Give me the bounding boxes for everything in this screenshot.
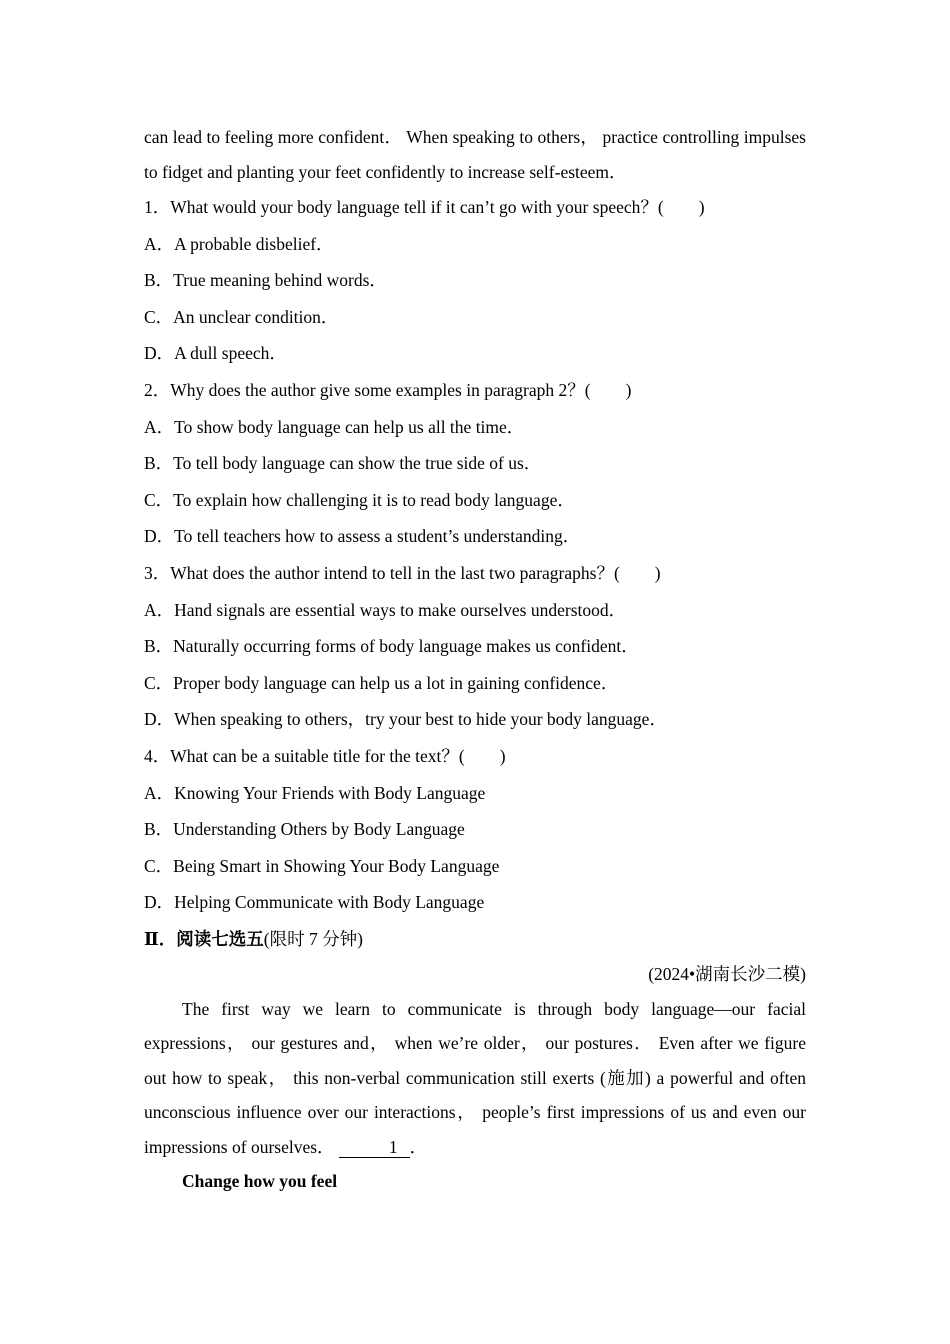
option-c: C．To explain how challenging it is to read body language． (144, 489, 575, 510)
answer-blank[interactable]: 1 (339, 1137, 410, 1158)
blank-suffix: ． (409, 1136, 428, 1157)
question-stem: 2．Why does the author give some examples in paragraph 2？( ) (144, 379, 632, 400)
option-b: B．Naturally occurring forms of body language makes us confident． (144, 636, 639, 657)
option-c: C．An unclear condition． (144, 306, 339, 327)
option-b: B．True meaning behind words． (144, 270, 387, 291)
option-b: B．To tell body language can show the true side of us． (144, 453, 542, 474)
document-page (144, 120, 806, 1199)
option-b: B．Understanding Others by Body Language (144, 819, 465, 840)
source-citation: (2024•湖南长沙二模) (648, 964, 806, 985)
option-c: C．Proper body language can help us a lot in gaining confidence． (144, 672, 619, 693)
option-c: C．Being Smart in Showing Your Body Language (144, 855, 500, 876)
option-a: A．A probable disbelief． (144, 233, 334, 254)
option-d: D．To tell teachers how to assess a student’s understanding． (144, 526, 581, 547)
question-block-3 (144, 555, 806, 738)
passage-subheading: Change how you feel (182, 1171, 338, 1192)
option-a: A．Hand signals are essential ways to make ourselves understood． (144, 599, 627, 620)
question-block-4 (144, 738, 806, 921)
option-a: A．Knowing Your Friends with Body Language (144, 782, 486, 803)
section-title-main: Ⅱ．阅读七选五 (144, 928, 264, 949)
question-stem: 3．What does the author intend to tell in the last two paragraphs？( ) (144, 562, 661, 583)
intro-paragraph: can lead to feeling more confident． When speaking to others， practice controlling impulses to fidget and planting your feet confidently to increase self-esteem． (144, 127, 806, 182)
option-d: D．A dull speech． (144, 343, 287, 364)
passage-text: The first way we learn to communicate is through body language—our facial expressions， our gestures and， when we’re older， our postures． Even after we figure out how to speak， this non-verbal communication still exerts (施加) a powerful and often unconscious influence over our interactions， people’s first impressions of us and even our impressions of ourselves． (144, 998, 806, 1157)
question-stem: 1．What would your body language tell if it can’t go with your speech？( ) (144, 197, 705, 217)
question-block-1 (144, 189, 806, 372)
option-d: D．When speaking to others，try your best to hide your body language． (144, 709, 667, 730)
option-d: D．Helping Communicate with Body Language (144, 892, 485, 913)
question-block-2 (144, 372, 806, 555)
passage-paragraph (144, 992, 806, 1165)
section-title (144, 921, 806, 958)
section-time-limit: (限时 7 分钟) (263, 928, 363, 949)
option-a: A．To show body language can help us all the time． (144, 416, 525, 437)
question-stem: 4．What can be a suitable title for the text？( ) (144, 745, 506, 766)
